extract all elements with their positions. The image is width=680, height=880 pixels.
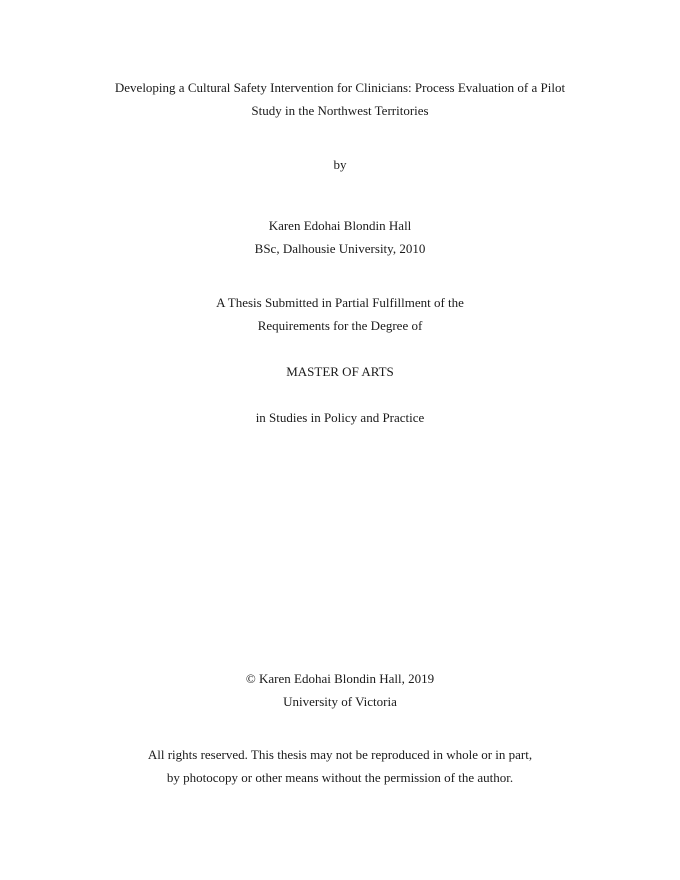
by-label: by [333, 157, 347, 172]
author-name: Karen Edohai Blondin Hall [268, 218, 412, 233]
institution-name: University of Victoria [283, 694, 397, 709]
author-prior-degree: BSc, Dalhousie University, 2010 [254, 241, 426, 256]
submission-statement-line-1: A Thesis Submitted in Partial Fulfillment of the [216, 295, 464, 310]
thesis-title-line-2: Study in the Northwest Territories [251, 103, 429, 118]
rights-statement-line-2: by photocopy or other means without the permission of the author. [166, 770, 514, 785]
copyright-line: © Karen Edohai Blondin Hall, 2019 [245, 671, 435, 686]
submission-statement-line-2: Requirements for the Degree of [257, 318, 423, 333]
degree-name: MASTER OF ARTS [286, 364, 394, 379]
thesis-title-line-1: Developing a Cultural Safety Intervention for Clinicians: Process Evaluation of a Pilot [114, 80, 566, 95]
rights-statement-line-1: All rights reserved. This thesis may not be reproduced in whole or in part, [147, 747, 533, 762]
program-name: in Studies in Policy and Practice [255, 410, 425, 425]
